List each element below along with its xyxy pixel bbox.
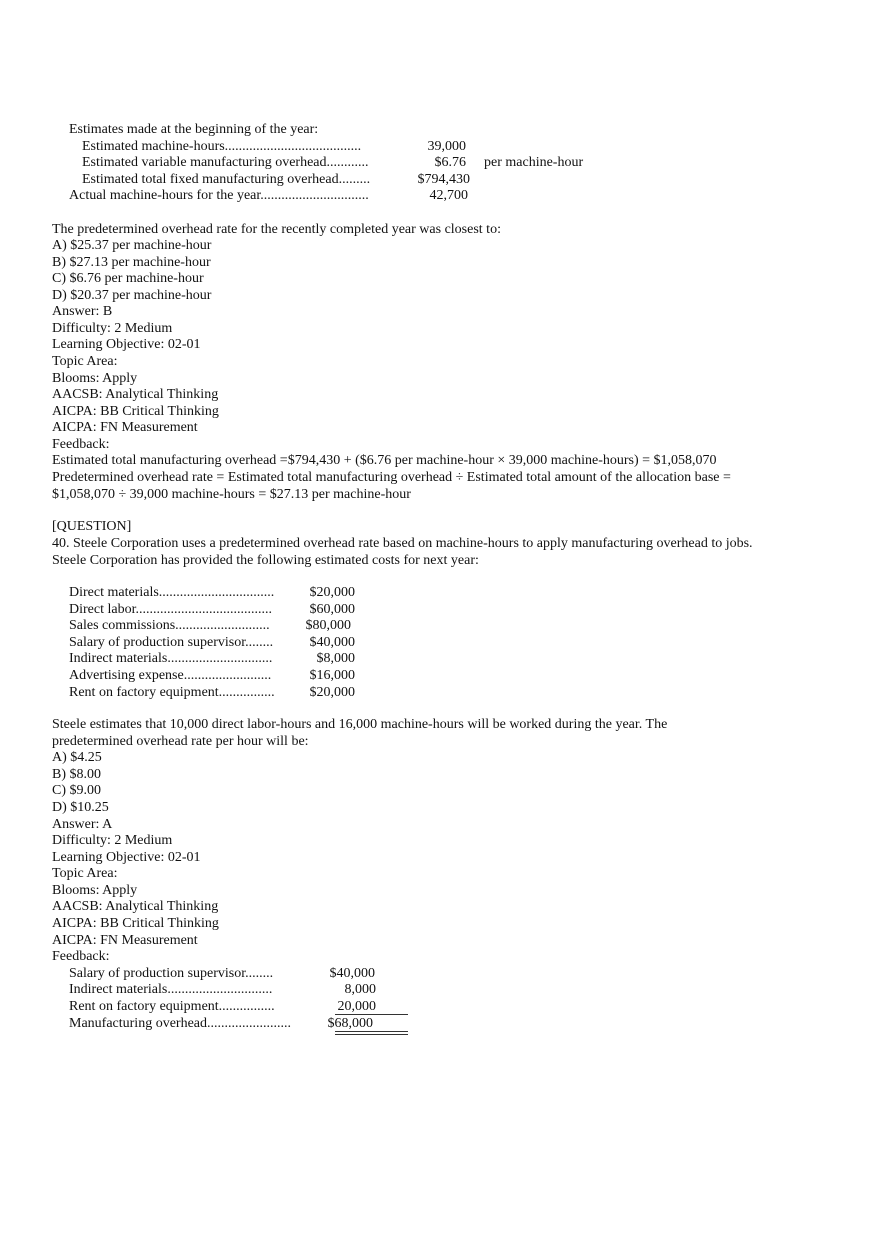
feedback-row-value: 20,000 (337, 999, 376, 1014)
cost-label: Sales commissions........................... (69, 618, 270, 633)
cost-label: Advertising expense......................... (69, 668, 272, 683)
option-a: A) $25.37 per machine-hour (52, 238, 212, 253)
feedback-label: Feedback: (52, 437, 110, 452)
learning-objective: Learning Objective: 02-01 (52, 850, 201, 865)
feedback-row-value: 8,000 (344, 982, 376, 997)
learning-objective: Learning Objective: 02-01 (52, 337, 201, 352)
feedback-row-label: Manufacturing overhead........................ (69, 1016, 291, 1031)
option-b: B) $27.13 per machine-hour (52, 255, 211, 270)
aicpa-fn: AICPA: FN Measurement (52, 420, 198, 435)
answer: Answer: B (52, 304, 113, 319)
answer: Answer: A (52, 817, 113, 832)
aacsb: AACSB: Analytical Thinking (52, 899, 219, 914)
aicpa-fn: AICPA: FN Measurement (52, 933, 198, 948)
estimates-header: Estimates made at the beginning of the year: (69, 122, 319, 137)
cost-value: $60,000 (309, 602, 355, 617)
cost-label: Direct labor....................................... (69, 602, 272, 617)
cost-value: $20,000 (309, 585, 355, 600)
feedback-label: Feedback: (52, 949, 110, 964)
blooms: Blooms: Apply (52, 371, 138, 386)
question-text: The predetermined overhead rate for the recently completed year was closest to: (52, 222, 501, 237)
feedback-row-value: $68,000 (327, 1016, 373, 1031)
option-b: B) $8.00 (52, 767, 101, 782)
subtotal-underline (335, 1014, 408, 1015)
cost-value: $80,000 (305, 618, 351, 633)
topic-area: Topic Area: (52, 866, 118, 881)
blooms: Blooms: Apply (52, 883, 138, 898)
feedback-row-label: Rent on factory equipment................ (69, 999, 275, 1014)
option-d: D) $20.37 per machine-hour (52, 288, 212, 303)
option-a: A) $4.25 (52, 750, 102, 765)
estimate-value: 39,000 (427, 139, 466, 154)
aicpa-bb: AICPA: BB Critical Thinking (52, 404, 219, 419)
estimate-label: Estimated machine-hours....................................... (82, 139, 362, 154)
option-c: C) $9.00 (52, 783, 101, 798)
feedback-row-value: $40,000 (329, 966, 375, 981)
aacsb: AACSB: Analytical Thinking (52, 387, 219, 402)
cost-value: $16,000 (309, 668, 355, 683)
estimate-value: $794,430 (417, 172, 470, 187)
feedback-line: Estimated total manufacturing overhead =$794,430 + ($6.76 per machine-hour × 39,000 machine-hours) = $1,058,070 (52, 453, 717, 468)
option-d: D) $10.25 (52, 800, 109, 815)
estimate-label: Estimated variable manufacturing overhead............ (82, 155, 369, 170)
cost-value: $8,000 (316, 651, 355, 666)
cost-label: Salary of production supervisor........ (69, 635, 274, 650)
cost-label: Indirect materials.............................. (69, 651, 273, 666)
cost-label: Direct materials................................. (69, 585, 275, 600)
topic-area: Topic Area: (52, 354, 118, 369)
difficulty: Difficulty: 2 Medium (52, 321, 173, 336)
estimate-unit: per machine-hour (484, 155, 584, 170)
question-tag: [QUESTION] (52, 519, 132, 534)
difficulty: Difficulty: 2 Medium (52, 833, 173, 848)
feedback-line: Predetermined overhead rate = Estimated total manufacturing overhead ÷ Estimated total amount of the allocation base = $1,058,070 ÷ 39,000 machine-hours = $27.13 per machine-hour (52, 470, 731, 502)
total-double-underline (335, 1031, 408, 1035)
actual-value: 42,700 (429, 188, 468, 203)
question-text: Steele estimates that 10,000 direct labor-hours and 16,000 machine-hours will be worked during the year. The predetermined overhead rate per hour will be: (52, 717, 668, 749)
cost-label: Rent on factory equipment................ (69, 685, 275, 700)
cost-value: $20,000 (309, 685, 355, 700)
feedback-row-label: Salary of production supervisor........ (69, 966, 274, 981)
feedback-row-label: Indirect materials.............................. (69, 982, 273, 997)
question-intro: 40. Steele Corporation uses a predetermined overhead rate based on machine-hours to apply manufacturing overhead to jobs. Steele Corporation has provided the following estimated costs for next year: (52, 536, 753, 568)
estimate-value: $6.76 (434, 155, 466, 170)
aicpa-bb: AICPA: BB Critical Thinking (52, 916, 219, 931)
option-c: C) $6.76 per machine-hour (52, 271, 204, 286)
estimate-label: Estimated total fixed manufacturing overhead......... (82, 172, 371, 187)
actual-label: Actual machine-hours for the year............................... (69, 188, 369, 203)
cost-value: $40,000 (309, 635, 355, 650)
